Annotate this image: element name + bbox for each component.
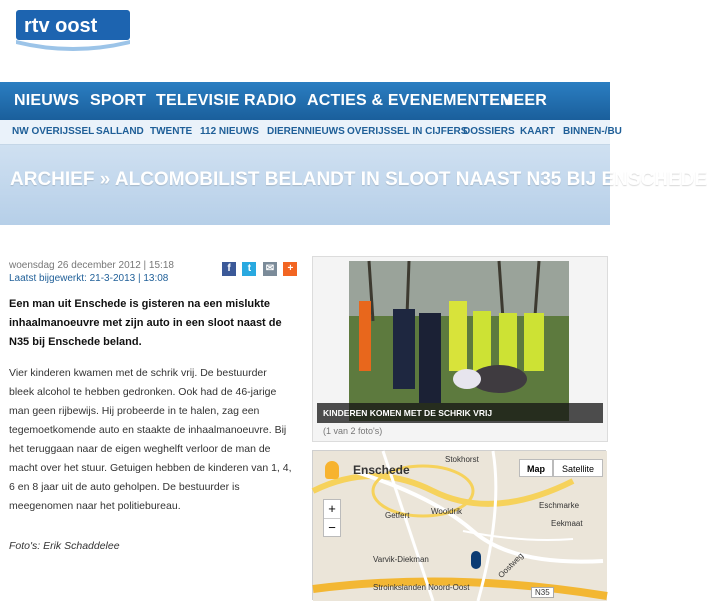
- map-label-enschede: Enschede: [353, 463, 410, 477]
- nav-meer[interactable]: MEER: [500, 92, 548, 109]
- map-label-stokhorst: Stokhorst: [445, 455, 479, 464]
- zoom-in-button[interactable]: +: [328, 501, 336, 516]
- map-label-wooldrik: Wooldrik: [431, 507, 462, 516]
- svg-text:rtv oost: rtv oost: [24, 15, 98, 37]
- zoom-controls: [323, 499, 341, 537]
- map-label-stroinkslanden: Stroinkslanden Noord-Oost: [373, 583, 470, 592]
- article-body: Vier kinderen kwamen met de schrik vrij. De bestuurder bleek alcohol te hebben gedronken. Ook had de 46-jarige man geen rijbewijs. Hij probeerde in te halen, zag een tegemoetkomende auto en staakte de inhaalmanoeuvre. Bij het teruggaan naar de eigen weghelft verloor de man de macht over het stuur. Getuigen hebben de kinderen van 1, 4, 6 en 8 jaar uit de auto geholpen. De bestuurder is meegenomen naar het politiebureau.: [9, 367, 292, 512]
- sub-navigation: [0, 120, 622, 145]
- nav-televisie[interactable]: TELEVISIE: [156, 92, 240, 109]
- subnav-dierennieuws[interactable]: DIERENNIEUWS: [267, 126, 345, 137]
- article-meta: [9, 260, 174, 284]
- map-label-oostweg: Oostweg: [496, 551, 526, 580]
- updated-date: Laatst bijgewerkt: 21-3-2013 | 13:08: [9, 273, 169, 284]
- publish-date: woensdag 26 december 2012 | 15:18: [9, 260, 174, 271]
- street-view-pegman-icon[interactable]: [325, 461, 339, 479]
- location-map[interactable]: [312, 450, 606, 600]
- plus-icon[interactable]: +: [283, 262, 297, 276]
- nav-nieuws[interactable]: NIEUWS: [14, 92, 80, 109]
- share-icons: [222, 258, 299, 276]
- subnav-salland[interactable]: SALLAND: [96, 126, 144, 137]
- page-title: ARCHIEF » ALCOMOBILIST BELANDT IN SLOOT NAAST N35 BIJ ENSCHEDE: [10, 169, 707, 190]
- map-label-getfert: Getfert: [385, 511, 410, 520]
- accident-scene-image: [349, 261, 569, 421]
- zoom-out-button[interactable]: −: [324, 518, 340, 537]
- map-label-eschmarke: Eschmarke: [539, 501, 580, 510]
- nav-sport[interactable]: SPORT: [90, 92, 147, 109]
- facebook-icon[interactable]: f: [222, 262, 236, 276]
- accident-photo[interactable]: [349, 261, 569, 421]
- subnav-dossiers[interactable]: DOSSIERS: [463, 126, 515, 137]
- photo-count: (1 van 2 foto's): [323, 426, 383, 436]
- twitter-icon[interactable]: t: [242, 262, 256, 276]
- rtv-oost-logo[interactable]: [16, 10, 130, 50]
- main-navigation: [0, 82, 610, 120]
- photo-gallery[interactable]: [312, 256, 608, 442]
- nav-acties-evenementen[interactable]: ACTIES & EVENEMENTEN: [307, 92, 512, 109]
- subnav-overijssel-in-cijfers[interactable]: OVERIJSSEL IN CIJFERS: [347, 126, 468, 137]
- satellite-type-button[interactable]: Satellite: [553, 459, 603, 477]
- nav-radio[interactable]: RADIO: [244, 92, 297, 109]
- photo-credit: Foto's: Erik Schaddelee: [9, 540, 120, 552]
- subnav-kaart[interactable]: KAART: [520, 126, 555, 137]
- photo-caption: KINDEREN KOMEN MET DE SCHRIK VRIJ: [317, 403, 603, 423]
- subnav-112-nieuws[interactable]: 112 NIEUWS: [200, 126, 259, 137]
- title-banner: [0, 145, 707, 225]
- location-marker-icon[interactable]: [471, 551, 481, 569]
- map-label-n35: N35: [531, 587, 554, 598]
- subnav-binnen-buitenland[interactable]: BINNEN-/BU: [563, 126, 622, 137]
- article-lead: Een man uit Enschede is gisteren na een mislukte inhaalmanoeuvre met zijn auto in een sloot naast de N35 bij Enschede beland.: [9, 298, 282, 348]
- mail-icon[interactable]: ✉: [263, 262, 277, 276]
- site-header: [0, 0, 610, 80]
- subnav-nw-overijssel[interactable]: NW OVERIJSSEL: [12, 126, 95, 137]
- subnav-twente[interactable]: TWENTE: [150, 126, 193, 137]
- map-type-button[interactable]: Map: [519, 459, 553, 477]
- map-label-varvik-diekman: Varvik-Diekman: [373, 555, 429, 564]
- map-label-eekmaat: Eekmaat: [551, 519, 583, 528]
